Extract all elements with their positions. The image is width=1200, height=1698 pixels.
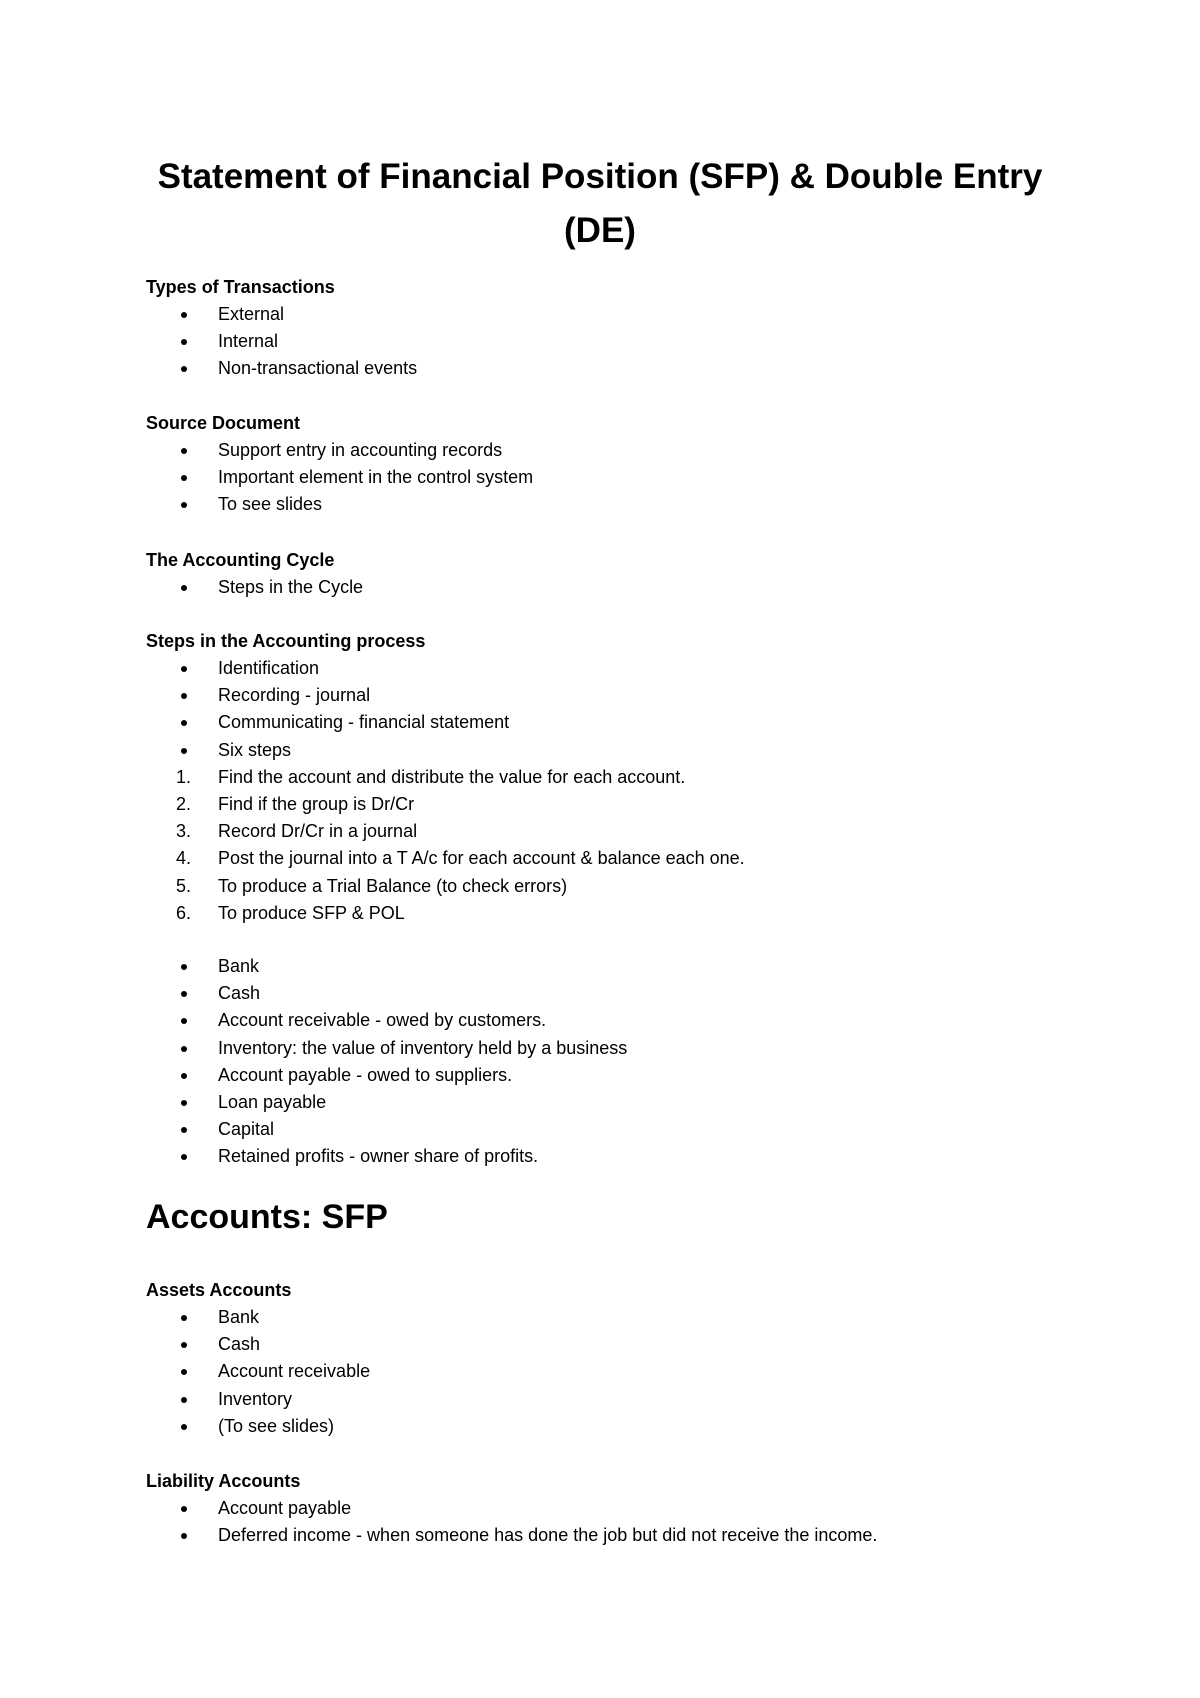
bullet-list <box>146 655 1146 764</box>
section-heading: Source Document <box>146 413 301 433</box>
bullet-icon <box>181 585 187 591</box>
numbered-item <box>146 900 1146 927</box>
bullet-icon <box>181 475 187 481</box>
section-source-document <box>146 410 1146 519</box>
list-item-text: Cash <box>218 983 261 1004</box>
bullet-icon <box>181 1018 187 1024</box>
list-item-text: Account payable - owed to suppliers. <box>218 1064 513 1085</box>
list-item <box>146 953 1146 980</box>
list-item-text: Support entry in accounting records <box>218 440 503 460</box>
list-item <box>146 301 1146 328</box>
list-item-text: (To see slides) <box>218 1415 335 1436</box>
bullet-icon <box>181 1369 187 1375</box>
list-item-text: Inventory: the value of inventory held by a business <box>218 1037 628 1058</box>
item-number: 3. <box>176 821 192 842</box>
list-item <box>146 355 1146 382</box>
section-heading: Types of Transactions <box>146 277 335 297</box>
bullet-icon <box>181 1424 187 1430</box>
accounts-sfp-heading: Accounts: SFP <box>146 1198 388 1236</box>
bullet-icon <box>181 1100 187 1106</box>
bullet-icon <box>181 1154 187 1160</box>
list-item-text: Capital <box>218 1119 275 1140</box>
bullet-icon <box>181 1315 187 1321</box>
list-item <box>146 437 1146 464</box>
bullet-icon <box>181 502 187 508</box>
list-item-text: Six steps <box>218 739 292 760</box>
bullet-icon <box>181 312 187 318</box>
bullet-list <box>146 1304 1146 1440</box>
list-item <box>146 1116 1146 1143</box>
bullet-list <box>146 437 1146 519</box>
numbered-item <box>146 845 1146 872</box>
list-item-text: Bank <box>218 956 260 976</box>
bullet-list <box>146 301 1146 383</box>
numbered-item <box>146 764 1146 791</box>
list-item <box>146 980 1146 1007</box>
bullet-icon <box>181 1397 187 1403</box>
bullet-icon <box>181 1073 187 1079</box>
numbered-item <box>146 873 1146 900</box>
list-item-text: Account payable <box>218 1498 352 1518</box>
bullet-icon <box>181 991 187 997</box>
bullet-icon <box>181 1046 187 1052</box>
list-item-text: To produce SFP & POL <box>218 902 405 923</box>
bullet-list <box>146 953 1146 1171</box>
list-item-text: To produce a Trial Balance (to check errors) <box>218 875 568 896</box>
list-item <box>146 1304 1146 1331</box>
bullet-icon <box>181 1342 187 1348</box>
list-item-text: Account receivable <box>218 1361 371 1382</box>
list-item <box>146 1331 1146 1358</box>
bullet-icon <box>181 339 187 345</box>
bullet-icon <box>181 366 187 372</box>
list-item-text: Bank <box>218 1307 260 1327</box>
list-item-text: Cash <box>218 1334 261 1355</box>
list-item <box>146 491 1146 518</box>
bullet-icon <box>181 748 187 754</box>
bullet-icon <box>181 448 187 454</box>
bullet-list <box>146 1495 1146 1549</box>
list-item-text: Inventory <box>218 1388 293 1409</box>
bullet-icon <box>181 1533 187 1539</box>
list-item <box>146 464 1146 491</box>
bullet-list <box>146 574 1146 601</box>
list-item <box>146 1062 1146 1089</box>
bullet-icon <box>181 666 187 672</box>
list-item-text: Post the journal into a T A/c for each account & balance each one. <box>218 848 745 869</box>
bullet-icon <box>181 1127 187 1133</box>
list-item-text: Non-transactional events <box>218 358 418 379</box>
list-item-text: Recording - journal <box>218 685 371 706</box>
bullet-icon <box>181 720 187 726</box>
list-item <box>146 574 1146 601</box>
list-item <box>146 709 1146 736</box>
item-number: 2. <box>176 793 192 814</box>
list-item <box>146 737 1146 764</box>
section-liability-accounts <box>146 1468 1146 1549</box>
list-item-text: Retained profits - owner share of profits. <box>218 1146 539 1167</box>
item-number: 1. <box>176 766 192 787</box>
section-assets-accounts <box>146 1277 1146 1440</box>
section-accounting-cycle <box>146 547 1146 601</box>
list-item-text: Steps in the Cycle <box>218 577 364 597</box>
list-item-text: Important element in the control system <box>218 467 534 488</box>
list-item-text: Account receivable - owed by customers. <box>218 1010 547 1031</box>
list-item-text: Find if the group is Dr/Cr <box>218 793 415 814</box>
list-item <box>146 1495 1146 1522</box>
list-item-text: Find the account and distribute the value for each account. <box>218 766 686 787</box>
list-item <box>146 1035 1146 1062</box>
bullet-icon <box>181 1506 187 1512</box>
document-title: Statement of Financial Position (SFP) & Double Entry (DE) <box>157 157 1043 250</box>
section-heading: Liability Accounts <box>146 1471 301 1491</box>
item-number: 6. <box>176 902 192 923</box>
list-item <box>146 1143 1146 1170</box>
list-item <box>146 1089 1146 1116</box>
item-number: 4. <box>176 848 192 869</box>
section-heading: Steps in the Accounting process <box>146 631 426 651</box>
list-item <box>146 328 1146 355</box>
section-account-list <box>146 953 1146 1171</box>
list-item-text: Loan payable <box>218 1091 327 1112</box>
list-item <box>146 1413 1146 1440</box>
list-item <box>146 1386 1146 1413</box>
bullet-icon <box>181 693 187 699</box>
list-item-text: Identification <box>218 658 320 678</box>
list-item <box>146 682 1146 709</box>
numbered-list <box>146 764 1146 927</box>
numbered-item <box>146 818 1146 845</box>
list-item-text: Internal <box>218 331 279 352</box>
section-heading: The Accounting Cycle <box>146 550 335 570</box>
section-types-of-transactions <box>146 274 1146 383</box>
bullet-icon <box>181 964 187 970</box>
list-item <box>146 655 1146 682</box>
section-accounting-steps <box>146 628 1146 927</box>
list-item <box>146 1522 1146 1549</box>
item-number: 5. <box>176 875 192 896</box>
list-item-text: Communicating - financial statement <box>218 712 510 733</box>
list-item-text: External <box>218 304 285 324</box>
list-item-text: To see slides <box>218 494 323 515</box>
list-item-text: Deferred income - when someone has done the job but did not receive the income. <box>218 1525 878 1546</box>
list-item <box>146 1358 1146 1385</box>
numbered-item <box>146 791 1146 818</box>
section-heading: Assets Accounts <box>146 1280 292 1300</box>
list-item <box>146 1007 1146 1034</box>
list-item-text: Record Dr/Cr in a journal <box>218 821 418 842</box>
